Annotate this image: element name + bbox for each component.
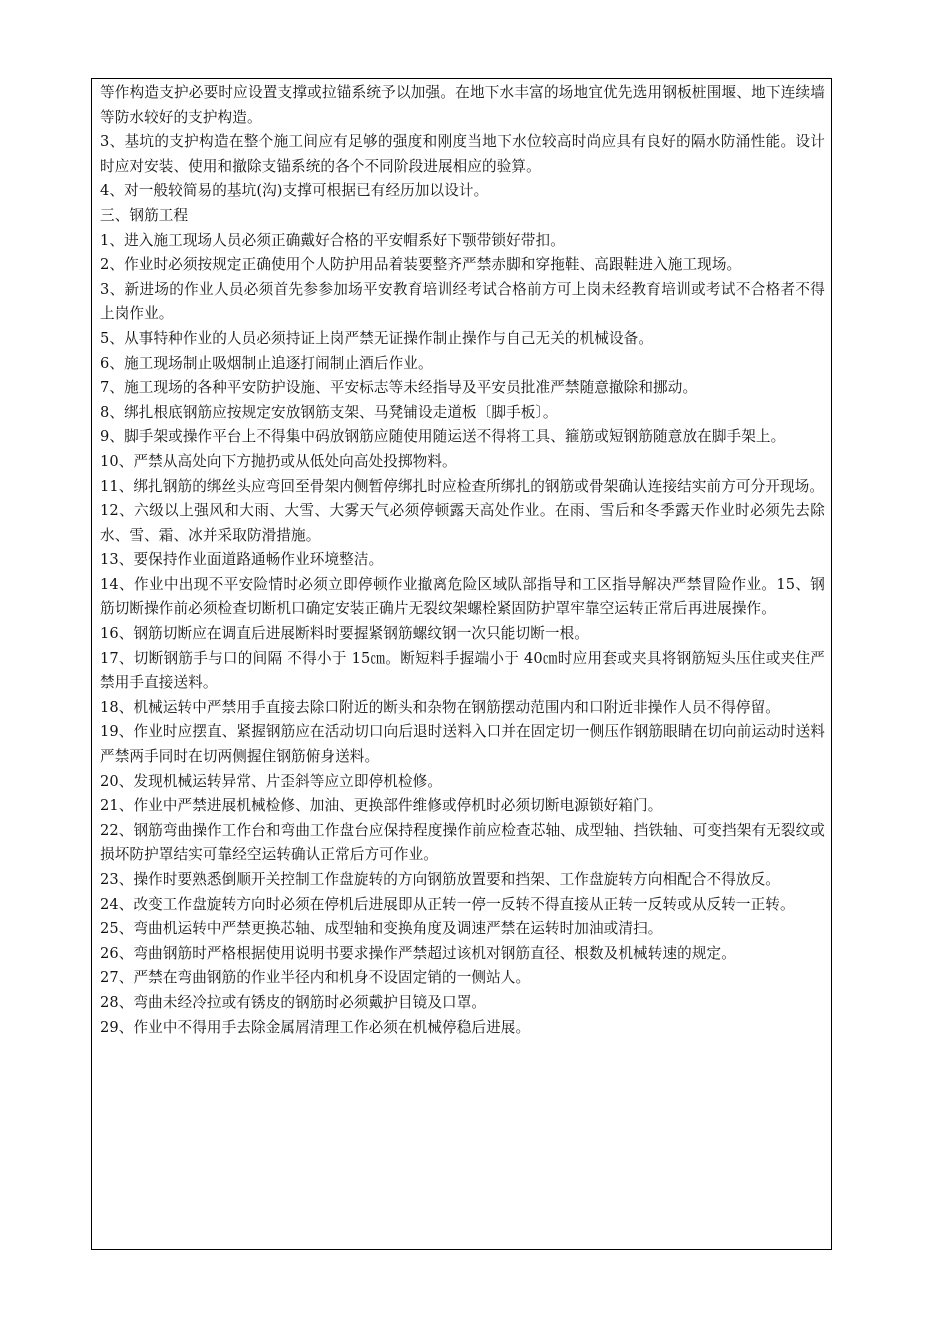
document-table-cell: [91, 78, 832, 1250]
paragraph: 3、基坑的支护构造在整个施工间应有足够的强度和刚度当地下水位较高时尚应具有良好的隔水防涌性能。设计时应对安装、使用和撤除支锚系统的各个不同阶段进展相应的验算。: [100, 133, 825, 175]
paragraph: 24、改变工作盘旋转方向时必须在停机后进展即从正转一停一反转不得直接从正转一反转或从反转一正转。: [100, 895, 795, 913]
paragraph: 6、施工现场制止吸烟制止追逐打闹制止酒后作业。: [100, 354, 433, 372]
paragraph: 10、严禁从高处向下方抛扔或从低处向高处投掷物料。: [100, 452, 457, 470]
paragraph: 2、作业时必须按规定正确使用个人防护用品着装要整齐严禁赤脚和穿拖鞋、高跟鞋进入施工现场。: [100, 256, 742, 274]
paragraph: 21、作业中严禁进展机械检修、加油、更换部件维修或停机时必须切断电源锁好箱门。: [100, 797, 663, 815]
paragraph: 27、严禁在弯曲钢筋的作业半径内和机身不设固定销的一侧站人。: [100, 969, 531, 987]
paragraph: 9、脚手架或操作平台上不得集中码放钢筋应随使用随运送不得将工具、箍筋或短钢筋随意放在脚手架上。: [100, 428, 786, 446]
paragraph: 18、机械运转中严禁用手直接去除口附近的断头和杂物在钢筋摆动范围内和口附近非操作人员不得停留。: [100, 698, 780, 716]
paragraph: 12、六级以上强风和大雨、大雪、大雾天气必须停顿露天高处作业。在雨、雪后和冬季露天作业时必须先去除水、雪、霜、冰并采取防滑措施。: [100, 502, 825, 544]
paragraph: 8、绑扎根底钢筋应按规定安放钢筋支架、马凳铺设走道板〔脚手板〕。: [100, 403, 558, 421]
paragraph: 26、弯曲钢筋时严格根据使用说明书要求操作严禁超过该机对钢筋直径、根数及机械转速的规定。: [100, 944, 736, 962]
paragraph: 28、弯曲未经冷拉或有锈皮的钢筋时必须戴护目镜及口罩。: [100, 993, 487, 1011]
paragraph: 14、作业中出现不平安险情时必须立即停顿作业撤离危险区域队部指导和工区指导解决严禁冒险作业。15、钢筋切断操作前必须检查切断机口确定安装正确片无裂纹架螺栓紧固防护罩牢靠空运转正常后再进展操作。: [100, 575, 825, 618]
paragraph: 17、切断钢筋手与口的间隔 不得小于 15㎝。断短料手握端小于 40㎝时应用套或夹具将钢筋短头压住或夹住严禁用手直接送料。: [100, 649, 825, 692]
paragraph: 5、从事特种作业的人员必须持证上岗严禁无证操作制止操作与自己无关的机械设备。: [100, 329, 654, 347]
paragraph: 22、钢筋弯曲操作工作台和弯曲工作盘台应保持程度操作前应检查芯轴、成型轴、挡铁轴、可变挡架有无裂纹或损坏防护罩结实可靠经空运转确认正常后方可作业。: [100, 821, 825, 864]
paragraph: 16、钢筋切断应在调直后进展断料时要握紧钢筋螺纹钢一次只能切断一根。: [100, 625, 589, 643]
paragraph: 等作构造支护必要时应设置支撑或拉锚系统予以加强。在地下水丰富的场地宜优先选用钢板桩围堰、地下连续墙等防水较好的支护构造。: [100, 84, 825, 126]
paragraph: 4、对一般较简易的基坑(沟)支撑可根据已有经历加以设计。: [100, 182, 489, 200]
section-heading: 三、钢筋工程: [100, 206, 189, 224]
paragraph: 20、发现机械运转异常、片歪斜等应立即停机检修。: [100, 772, 443, 790]
paragraph: 23、操作时要熟悉倒顺开关控制工作盘旋转的方向钢筋放置要和挡架、工作盘旋转方向相配合不得放反。: [100, 871, 780, 888]
paragraph: 29、作业中不得用手去除金属屑清理工作必须在机械停稳后进展。: [100, 1018, 531, 1036]
document-body: [100, 81, 825, 1040]
paragraph: 11、绑扎钢筋的绑丝头应弯回至骨架内侧暂停绑扎时应检查所绑扎的钢筋或骨架确认连接结实前方可分开现场。: [100, 477, 825, 495]
paragraph: 7、施工现场的各种平安防护设施、平安标志等未经指导及平安员批准严禁随意撤除和挪动。: [100, 379, 698, 397]
paragraph: 1、进入施工现场人员必须正确戴好合格的平安帽系好下颚带锁好带扣。: [100, 231, 565, 249]
paragraph: 19、作业时应摆直、紧握钢筋应在活动切口向后退时送料入口并在固定切一侧压作钢筋眼睛在切向前运动时送料严禁两手同时在切两侧握住钢筋俯身送料。: [100, 723, 825, 766]
paragraph: 3、新进场的作业人员必须首先参参加场平安教育培训经考试合格前方可上岗未经教育培训或考试不合格者不得上岗作业。: [100, 280, 825, 323]
paragraph: 25、弯曲机运转中严禁更换芯轴、成型轴和变换角度及调速严禁在运转时加油或清扫。: [100, 920, 663, 938]
paragraph: 13、要保持作业面道路通畅作业环境整洁。: [100, 551, 384, 569]
